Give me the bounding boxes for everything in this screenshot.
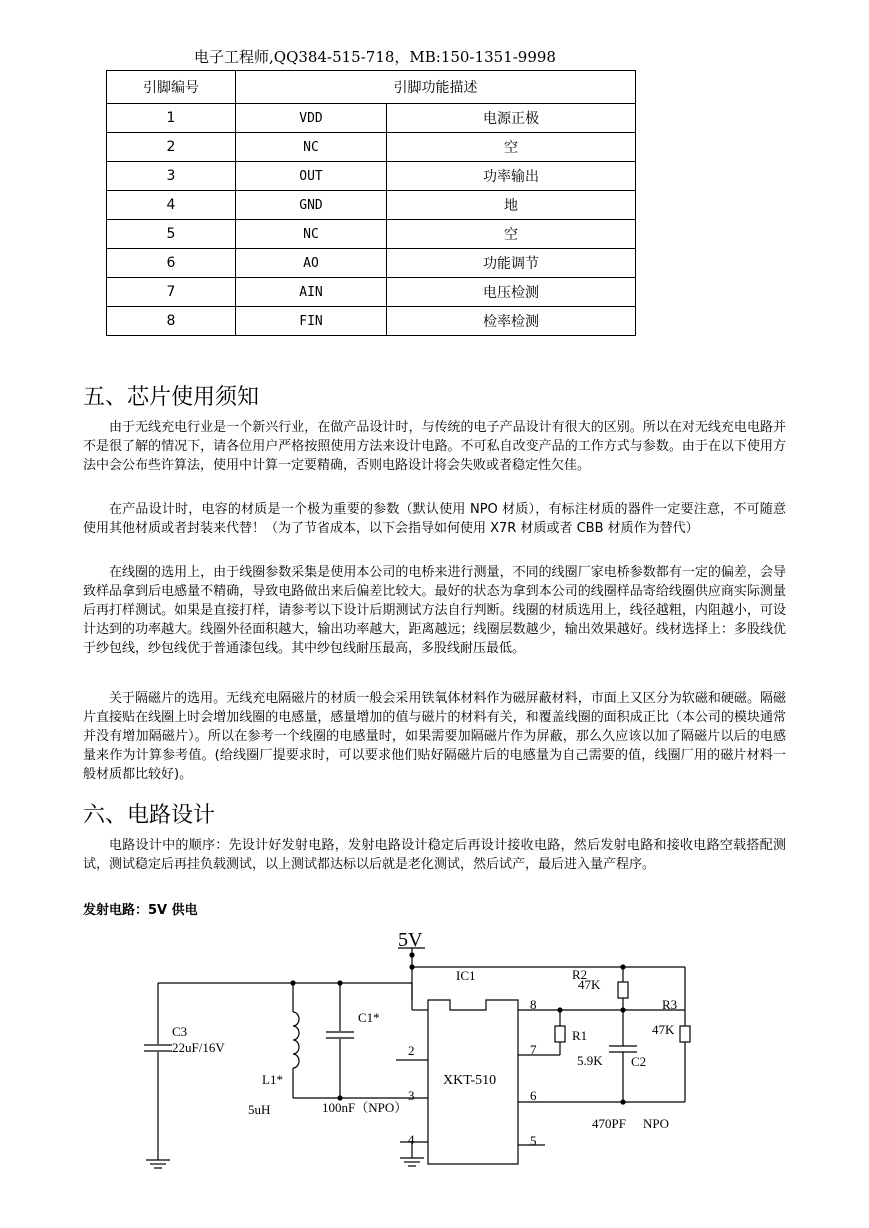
transmitter-subtitle: 发射电路：5V 供电 — [83, 903, 198, 918]
c1-value-label: 100nF（NPO） — [322, 1100, 408, 1115]
pin-table-header-row — [107, 71, 636, 104]
pin-label-8: 8 — [530, 997, 537, 1012]
ic-ref-label: IC1 — [456, 968, 476, 983]
r1-ref-label: R1 — [572, 1028, 588, 1043]
pin-num-cell: 5 — [107, 220, 236, 249]
pin-row — [107, 133, 636, 162]
pin-row — [107, 278, 636, 307]
l1-ref-label: L1* — [262, 1072, 283, 1087]
c2-value-label: 470PF — [592, 1116, 626, 1131]
pin-label-2: 2 — [408, 1043, 415, 1058]
pin-name-cell: AIN — [236, 278, 387, 307]
pin-desc-cell: 空 — [387, 133, 636, 162]
section5-paragraph-3: 在线圈的选用上，由于线圈参数采集是使用本公司的电桥来进行测量，不同的线圈厂家电桥参数都有一定的偏差，会导致样品拿到后电感量不精确，导致电路做出来后偏差比较大。最好的状态为拿到本公司的线圈样品寄给线圈供应商实际测量后再打样测试。如果是直接打样，请参考以下设计后期测试方法自行判断。线圈的材质选用上，线径越粗，内阻越小，可设计达到的功率越大。线圈外径面积越大，输出功率越大，距离越远；线圈层数越少，输出效果越好。线材选择上：多股线优于纱包线，纱包线优于普通漆包线。其中纱包线耐压最高，多股线耐压最低。 — [83, 565, 786, 656]
r3-value-label: 47K — [652, 1022, 675, 1037]
pin-row — [107, 249, 636, 278]
col-pin-function: 引脚功能描述 — [236, 71, 636, 104]
pin-name-cell: OUT — [236, 162, 387, 191]
section5-paragraph-4: 关于隔磁片的选用。无线充电隔磁片的材质一般会采用铁氧体材料作为磁屏蔽材料，市面上又区分为软磁和硬磁。隔磁片直接贴在线圈上时会增加线圈的电感量，感量增加的值与磁片的材料有关，和覆盖线圈的面积成正比（本公司的模块通常并没有增加隔磁片）。所以在参考一个线圈的电感量时，如果需要加隔磁片作为屏蔽，那么久应该以加了隔磁片以后的电感量来作为计算参考值。(给线圈厂提要求时，可以要求他们贴好隔磁片后的电感量为自己需要的值，线圈厂用的磁片材料一般材质都比较好)。 — [83, 691, 786, 782]
pin-desc-cell: 功率输出 — [387, 162, 636, 191]
section6-title: 六、电路设计 — [83, 803, 216, 828]
pin-label-4: 4 — [408, 1132, 415, 1147]
r3-body — [680, 1026, 690, 1042]
c2-bottom-node — [621, 1100, 625, 1104]
pin-desc-cell: 电压检测 — [387, 278, 636, 307]
pin-label-6: 6 — [530, 1088, 537, 1103]
pin-desc-cell: 检率检测 — [387, 307, 636, 336]
r2-value-label: 47K — [578, 977, 601, 992]
pin-row — [107, 104, 636, 133]
section5-paragraph-1: 由于无线充电行业是一个新兴行业，在做产品设计时，与传统的电子产品设计有很大的区别。所以在对无线充电电路并不是很了解的情况下，请各位用户严格按照使用方法来设计电路。不可私自改变产品的工作方式与参数。由于在以下使用方法中会公布些许算法，使用中计算一定要精确，否则电路设计将会失败或者稳定性欠佳。 — [83, 420, 786, 473]
pin-name-cell: NC — [236, 133, 387, 162]
l1-value-label: 5uH — [248, 1102, 271, 1117]
pin-row — [107, 162, 636, 191]
r3-ref-label: R3 — [662, 997, 678, 1012]
pin-desc-cell: 功能调节 — [387, 249, 636, 278]
pin-num-cell: 4 — [107, 191, 236, 220]
r2-ref-label: R2 — [572, 967, 588, 982]
pin-label-3: 3 — [408, 1088, 415, 1103]
pin-name-cell: GND — [236, 191, 387, 220]
c2-ref-label: C2 — [631, 1054, 647, 1069]
pin-name-cell: VDD — [236, 104, 387, 133]
c2-material-label: NPO — [643, 1116, 670, 1131]
pin-desc-cell: 空 — [387, 220, 636, 249]
c3-ref-label: C3 — [172, 1024, 188, 1039]
section5-title: 五、芯片使用须知 — [83, 385, 260, 410]
transmitter-circuit-diagram — [0, 920, 869, 1220]
r2-body — [618, 982, 628, 998]
l1-coil — [293, 1012, 299, 1068]
r2-pin8-node — [621, 1008, 625, 1012]
page-header: 电子工程师,QQ384-515-718，MB:150-1351-9998 — [194, 48, 556, 66]
pin-label-7: 7 — [530, 1042, 537, 1057]
pin-label-5: 5 — [530, 1133, 537, 1148]
pin-row — [107, 307, 636, 336]
pin-name-cell: NC — [236, 220, 387, 249]
pin-row — [107, 191, 636, 220]
pin-name-cell: FIN — [236, 307, 387, 336]
pin-num-cell: 7 — [107, 278, 236, 307]
r1-value-label: 5.9K — [577, 1053, 603, 1068]
r1-body — [555, 1026, 565, 1042]
col-pin-number: 引脚编号 — [107, 71, 236, 104]
supply-label: 5V — [398, 929, 423, 951]
c3-value-label: 22uF/16V — [172, 1040, 225, 1055]
c1-ref-label: C1* — [358, 1010, 380, 1025]
pin-num-cell: 3 — [107, 162, 236, 191]
pin-table — [106, 70, 636, 336]
r1-top-node — [558, 1008, 562, 1012]
pin-row — [107, 220, 636, 249]
pin-desc-cell: 电源正极 — [387, 104, 636, 133]
pin-desc-cell: 地 — [387, 191, 636, 220]
pin-num-cell: 1 — [107, 104, 236, 133]
pin-num-cell: 8 — [107, 307, 236, 336]
pin-name-cell: AO — [236, 249, 387, 278]
section5-paragraph-2: 在产品设计时，电容的材质是一个极为重要的参数（默认使用 NPO 材质），有标注材质的器件一定要注意，不可随意使用其他材质或者封装来代替！（为了节省成本，以下会指导如何使用 X7R 材质或者 CBB 材质作为替代） — [83, 502, 786, 536]
pin-num-cell: 6 — [107, 249, 236, 278]
pin-num-cell: 2 — [107, 133, 236, 162]
section6-paragraph-1: 电路设计中的顺序：先设计好发射电路，发射电路设计稳定后再设计接收电路，然后发射电路和接收电路空载搭配测试，测试稳定后再挂负载测试，以上测试都达标以后就是老化测试，然后试产，最后进入量产程序。 — [83, 838, 786, 872]
ic-part-label: XKT-510 — [443, 1073, 497, 1088]
supply-node — [410, 953, 414, 957]
